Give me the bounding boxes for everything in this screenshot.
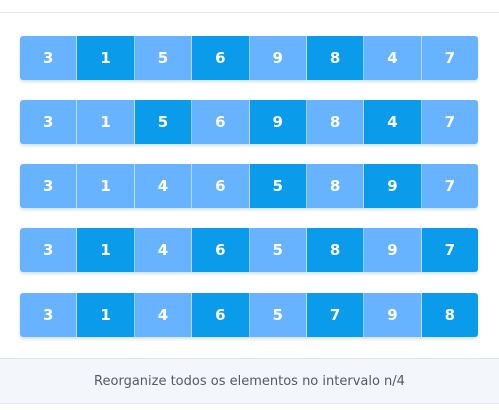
- array-cell: 3: [20, 164, 77, 208]
- array-cell: 9: [250, 36, 307, 80]
- array-cell: 5: [250, 164, 307, 208]
- array-row: [20, 228, 478, 272]
- array-cell: 3: [20, 228, 77, 272]
- array-cell: 4: [135, 164, 192, 208]
- array-cell: 6: [192, 293, 249, 337]
- array-cell: 6: [192, 36, 249, 80]
- caption-bar: [0, 358, 499, 404]
- array-cell: 4: [135, 228, 192, 272]
- array-cell: 3: [20, 293, 77, 337]
- array-cell: 7: [422, 228, 478, 272]
- array-cell: 1: [77, 293, 134, 337]
- array-cell: 5: [250, 293, 307, 337]
- array-cell: 6: [192, 164, 249, 208]
- array-cell: 6: [192, 228, 249, 272]
- array-cell: 8: [422, 293, 478, 337]
- array-cell: 1: [77, 100, 134, 144]
- array-cell: 7: [422, 164, 478, 208]
- array-visualization: [0, 13, 499, 358]
- array-cell: 8: [307, 100, 364, 144]
- array-cell: 8: [307, 36, 364, 80]
- array-cell: 5: [135, 36, 192, 80]
- array-cell: 7: [422, 36, 478, 80]
- array-cell: 4: [135, 293, 192, 337]
- array-row: [20, 100, 478, 144]
- array-row: [20, 293, 478, 337]
- array-cell: 9: [364, 228, 421, 272]
- array-cell: 8: [307, 228, 364, 272]
- array-row: [20, 36, 478, 80]
- array-cell: 9: [250, 100, 307, 144]
- array-cell: 4: [364, 100, 421, 144]
- array-cell: 1: [77, 228, 134, 272]
- array-cell: 1: [77, 164, 134, 208]
- array-cell: 1: [77, 36, 134, 80]
- array-cell: 7: [307, 293, 364, 337]
- array-cell: 8: [307, 164, 364, 208]
- array-cell: 5: [135, 100, 192, 144]
- array-cell: 5: [250, 228, 307, 272]
- array-cell: 3: [20, 36, 77, 80]
- array-cell: 3: [20, 100, 77, 144]
- array-cell: 6: [192, 100, 249, 144]
- step-caption: Reorganize todos os elementos no intervalo n/4: [94, 373, 405, 389]
- array-cell: 9: [364, 164, 421, 208]
- array-cell: 9: [364, 293, 421, 337]
- array-row: [20, 164, 478, 208]
- array-cell: 4: [364, 36, 421, 80]
- array-cell: 7: [422, 100, 478, 144]
